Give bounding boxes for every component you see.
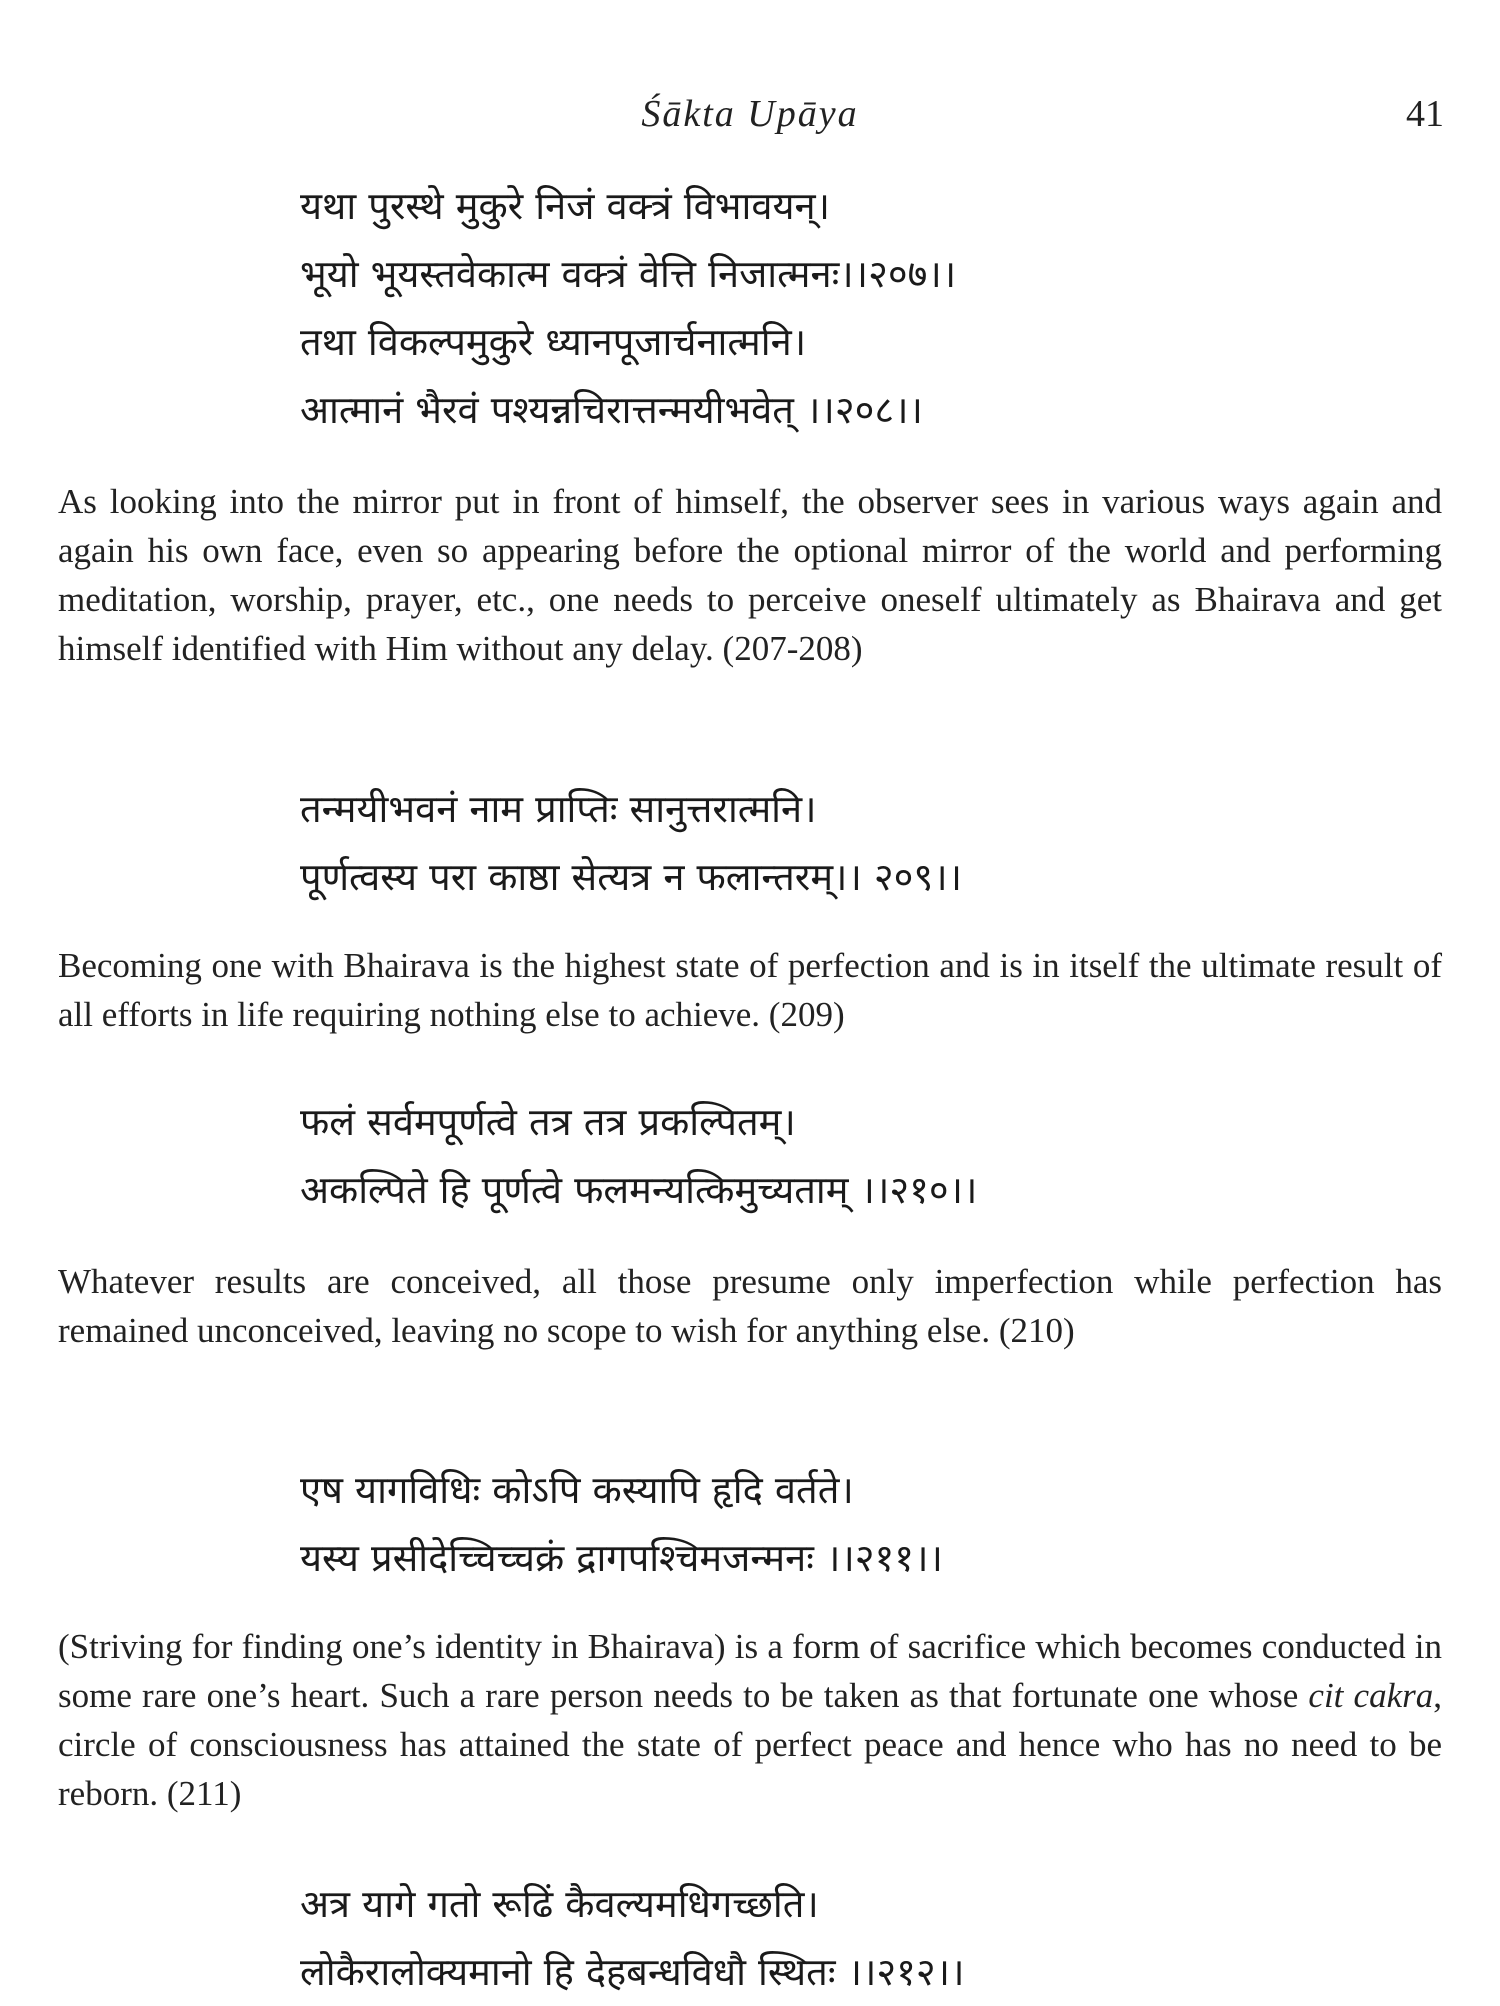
translation-211-text-end: , circle of consciousness has attained the state of perfect peace and hence who has no need to be reborn. (211): [58, 1676, 1442, 1813]
verse-line: भूयो भूयस्तवेकात्म वक्त्रं वेत्ति निजात्मनः।।२०७।।: [300, 252, 957, 296]
verse-line: यथा पुरस्थे मुकुरे निजं वक्त्रं विभावयन्।: [300, 184, 831, 228]
verse-line: पूर्णत्वस्य परा काष्ठा सेत्यत्र न फलान्तरम्।। २०९।।: [300, 855, 963, 899]
translation-209: Becoming one with Bhairava is the highest state of perfection and is in itself the ultimate result of all efforts in life requiring nothing else to achieve. (209): [58, 946, 1442, 1034]
translation-207-208: As looking into the mirror put in front of himself, the observer sees in various ways again and again his own face, even so appearing before the optional mirror of the world and performing meditation, worship, prayer, etc., one needs to perceive oneself ultimately as Bhairava and get himself identified with Him without any delay. (207-208): [58, 482, 1442, 668]
verse-line: एष यागविधिः कोऽपि कस्यापि हृदि वर्तते।: [300, 1468, 854, 1512]
sanskrit-verse-207-208: [300, 172, 1450, 444]
verse-line: अत्र यागे गतो रूढिं कैवल्यमधिगच्छति।: [300, 1882, 819, 1926]
translation-210: Whatever results are conceived, all those presume only imperfection while perfection has remained unconceived, leaving no scope to wish for anything else. (210): [58, 1262, 1442, 1350]
verse-line: तथा विकल्पमुकुरे ध्यानपूजार्चनात्मनि।: [300, 320, 807, 364]
verse-line: लोकैरालोक्यमानो हि देहबन्धविधौ स्थितः ।।२१२।।: [300, 1950, 965, 1994]
page-number: 41: [1406, 93, 1444, 135]
verse-line: फलं सर्वमपूर्णत्वे तत्र तत्र प्रकल्पितम्।: [300, 1100, 796, 1144]
verse-line: यस्य प्रसीदेच्चिच्चक्रं द्रागपश्चिमजन्मनः ।।२११।।: [300, 1536, 943, 1580]
verse-line: तन्मयीभवनं नाम प्राप्तिः सानुत्तरात्मनि।: [300, 787, 817, 831]
translation-211-text: (Striving for finding one’s identity in Bhairava) is a form of sacrifice which becomes conducted in some rare one’s heart. Such a rare person needs to be taken as that fortunate one whose: [58, 1627, 1442, 1715]
sanskrit-verse-209: [300, 775, 1450, 911]
sanskrit-verse-211: [300, 1456, 1450, 1592]
sanskrit-verse-210: [300, 1088, 1450, 1224]
running-title: Śākta Upāya: [641, 93, 859, 135]
sanskrit-verse-212: [300, 1870, 1450, 2006]
translation-211: [58, 1622, 1442, 1818]
verse-line: आत्मानं भैरवं पश्यन्नचिरात्तन्मयीभवेत् ।।२०८।।: [300, 388, 923, 432]
verse-line: अकल्पिते हि पूर्णत्वे फलमन्यत्किमुच्यताम् ।।२१०।।: [300, 1168, 978, 1212]
cit-cakra-term: cit cakra: [1308, 1676, 1434, 1715]
